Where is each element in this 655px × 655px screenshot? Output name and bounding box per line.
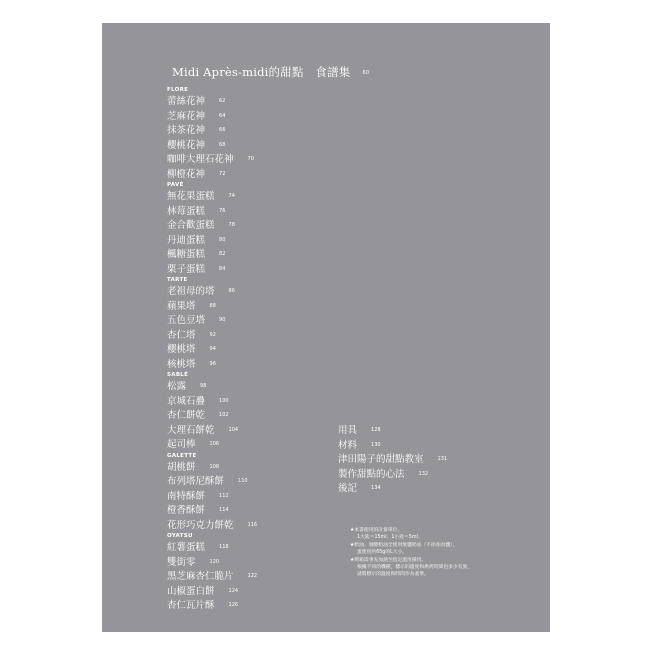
entry-title: 杏仁餅乾 [167, 409, 206, 421]
entry-page: 128 [371, 427, 381, 433]
entry-title: 後記 [338, 482, 358, 494]
toc-entry [167, 167, 337, 182]
entry-title: 花形巧克力餅乾 [167, 519, 234, 531]
toc-entry [167, 394, 337, 409]
toc-entry [167, 503, 337, 518]
entry-page: 132 [418, 470, 429, 477]
section-heading: SABLÉ [167, 372, 189, 378]
entry-title: 製作甜點的心法 [338, 468, 405, 480]
entry-page: 84 [219, 265, 226, 272]
entry-title: 起司棒 [167, 438, 196, 450]
entry-page: 70 [247, 156, 254, 162]
entry-title: 核桃塔 [167, 358, 196, 370]
entry-page: 134 [371, 485, 381, 491]
toc-entry [167, 247, 337, 262]
entry-page: 126 [228, 602, 239, 608]
entry-title: 柳橙花神 [167, 168, 206, 180]
entry-title: 京城石疊 [167, 395, 206, 407]
entry-page: 66 [219, 127, 226, 133]
entry-title: 林莓蛋糕 [167, 205, 206, 217]
toc-entry [167, 328, 337, 343]
toc-entry [167, 540, 337, 555]
toc-entry [167, 437, 337, 452]
toc-entry [167, 204, 337, 219]
section-heading: GALETTE [167, 452, 197, 459]
entry-title: 咖啡大理石花神 [167, 153, 234, 165]
entry-page: 131 [437, 456, 448, 462]
entry-title: 津田陽子的甜點教室 [338, 453, 424, 465]
toc-entry [167, 423, 337, 438]
entry-page: 114 [219, 507, 229, 513]
toc-entry [167, 460, 337, 475]
entry-page: 100 [219, 397, 229, 404]
entry-page: 108 [209, 463, 220, 470]
entry-title: 五色豆塔 [167, 314, 206, 326]
title-page-number: 60 [362, 70, 370, 76]
entry-page: 68 [219, 141, 226, 148]
entry-title: 杏仁瓦片酥 [167, 599, 215, 611]
entry-title: 栗子蛋糕 [167, 263, 206, 275]
recipe-contents [167, 86, 337, 613]
entry-page: 88 [209, 302, 216, 309]
entry-title: 布列塔尼酥餅 [167, 475, 225, 487]
entry-page: 106 [209, 441, 220, 447]
extra-contents [338, 423, 538, 496]
entry-title: 抹茶花神 [167, 124, 206, 136]
section-heading: TARTE [167, 277, 188, 283]
toc-entry [167, 555, 337, 570]
note-line: ★本書使用的計量單位， [350, 528, 403, 533]
entry-title: 老祖母的塔 [167, 285, 215, 297]
page-title [172, 64, 369, 80]
toc-entry [167, 598, 337, 613]
toc-entry [167, 284, 337, 299]
toc-entry [167, 152, 337, 167]
entry-page: 86 [228, 288, 235, 294]
entry-page: 98 [200, 383, 207, 389]
entry-title: 山椒蛋白餅 [167, 585, 215, 597]
entry-page: 80 [219, 236, 226, 243]
title-text: Midi Après-midi的甜點 食譜集 [172, 65, 351, 79]
entry-page: 122 [247, 573, 258, 579]
entry-page: 62 [219, 98, 226, 104]
entry-page: 76 [219, 207, 226, 214]
entry-title: 紅薯蛋糕 [167, 541, 206, 553]
entry-page: 64 [219, 112, 226, 119]
toc-entry [167, 518, 337, 533]
toc-entry [167, 584, 337, 599]
entry-page: 94 [209, 346, 216, 352]
toc-entry [167, 569, 337, 584]
entry-title: 芝麻花神 [167, 110, 206, 122]
toc-entry [338, 481, 538, 496]
toc-entry [338, 438, 538, 453]
entry-title: 金合歡蛋糕 [167, 219, 215, 231]
usage-notes [350, 527, 545, 579]
toc-entry [167, 408, 337, 423]
toc-entry [167, 474, 337, 489]
toc-entry [167, 313, 337, 328]
toc-entry [167, 233, 337, 248]
entry-title: 黑芝麻杏仁脆片 [167, 570, 234, 582]
toc-entry [167, 489, 337, 504]
toc-entry [167, 218, 337, 233]
entry-page: 104 [228, 426, 239, 433]
note-line: 蛋使用約65g的L大小。 [357, 550, 408, 556]
entry-page: 92 [209, 331, 216, 338]
section-heading: FLORE [167, 87, 189, 93]
entry-title: 用具 [338, 424, 358, 436]
entry-page: 116 [247, 521, 258, 528]
toc-entry [167, 109, 337, 124]
entry-title: 杏仁塔 [167, 329, 196, 341]
entry-title: 無花果蛋糕 [167, 190, 215, 202]
toc-entry [338, 452, 538, 467]
entry-page: 72 [219, 170, 226, 177]
entry-page: 82 [219, 251, 226, 257]
entry-page: 96 [209, 360, 216, 367]
entry-title: 橙香酥餅 [167, 504, 206, 516]
note-line: 請將標示的溫度和時間作為基準。 [357, 572, 429, 578]
entry-title: 櫻桃塔 [167, 343, 196, 355]
toc-entry [338, 467, 538, 482]
entry-page: 124 [228, 587, 239, 594]
toc-entry [167, 262, 337, 277]
entry-page: 120 [209, 558, 220, 565]
book-page [102, 23, 550, 632]
entry-page: 110 [238, 478, 248, 484]
entry-title: 蘋果塔 [167, 300, 196, 312]
note-line: 根據不同的機種，標示的溫度和烘烤時間也多少有異， [357, 565, 473, 571]
entry-title: 櫻桃花神 [167, 139, 206, 151]
toc-entry [167, 138, 337, 153]
note-line: ★烤箱需事先加熱至指定溫度備用。 [350, 557, 427, 563]
section-heading: OYATSU [167, 533, 193, 539]
entry-page: 102 [219, 412, 229, 418]
entry-page: 118 [219, 544, 229, 550]
toc-entry [167, 379, 337, 394]
entry-title: 丹迪蛋糕 [167, 234, 206, 246]
toc-entry [167, 123, 337, 138]
entry-title: 松露 [167, 380, 187, 392]
note-line: ★奶油、發酵奶油全使用無鹽奶油（不添加食鹽）， [350, 542, 458, 548]
toc-entry [167, 342, 337, 357]
entry-title: 胡桃餅 [167, 461, 196, 473]
toc-entry [167, 94, 337, 109]
entry-page: 78 [228, 222, 235, 228]
entry-title: 楓糖蛋糕 [167, 248, 206, 260]
entry-page: 112 [219, 492, 229, 499]
entry-title: 大理石餅乾 [167, 424, 215, 436]
toc-entry [167, 357, 337, 372]
toc-entry [167, 299, 337, 314]
toc-entry [338, 423, 538, 438]
entry-title: 材料 [338, 439, 358, 451]
note-line: 1大匙＝15ml、1小匙＝5ml。 [357, 535, 423, 541]
section-heading: PAVÉ [167, 182, 184, 188]
entry-page: 90 [219, 317, 226, 323]
toc-entry [167, 189, 337, 204]
entry-title: 南特酥餅 [167, 490, 206, 502]
entry-page: 130 [371, 441, 381, 448]
entry-page: 74 [228, 193, 235, 199]
entry-title: 雙街零 [167, 556, 196, 568]
entry-title: 蕾絲花神 [167, 95, 206, 107]
